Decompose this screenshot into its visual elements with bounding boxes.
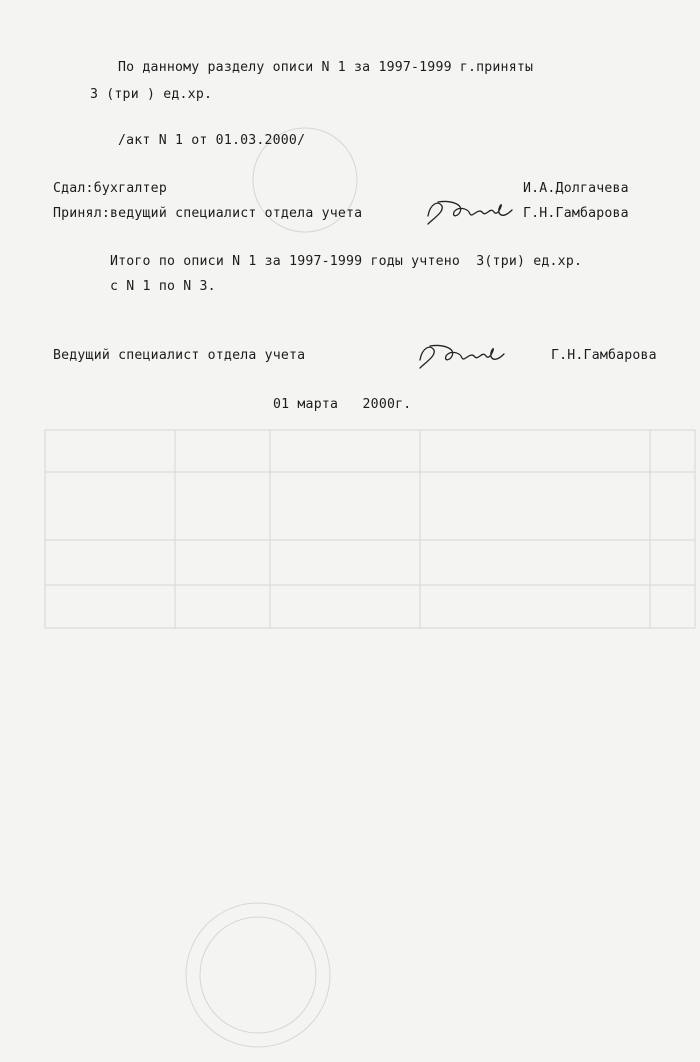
total-line-2: с N 1 по N 3.	[110, 279, 216, 294]
signature-icon	[410, 336, 514, 378]
act-reference: /акт N 1 от 01.03.2000/	[118, 133, 306, 148]
summary-line-1: По данному разделу описи N 1 за 1997-1999 г.приняты	[118, 60, 534, 75]
signature-icon	[420, 194, 520, 232]
handed-by-label: Сдал:бухгалтер	[53, 181, 167, 196]
received-by-name: Г.Н.Гамбарова	[523, 206, 629, 221]
handed-by-name: И.А.Долгачева	[523, 181, 629, 196]
summary-line-2: 3 (три ) ед.хр.	[90, 87, 213, 102]
total-line-1: Итого по описи N 1 за 1997-1999 годы учтено 3(три) ед.хр.	[110, 254, 583, 269]
received-by-label: Принял:ведущий специалист отдела учета	[53, 206, 363, 221]
certifier-position: Ведущий специалист отдела учета	[53, 348, 306, 363]
document-date: 01 марта 2000г.	[273, 397, 412, 412]
certifier-name: Г.Н.Гамбарова	[551, 348, 657, 363]
